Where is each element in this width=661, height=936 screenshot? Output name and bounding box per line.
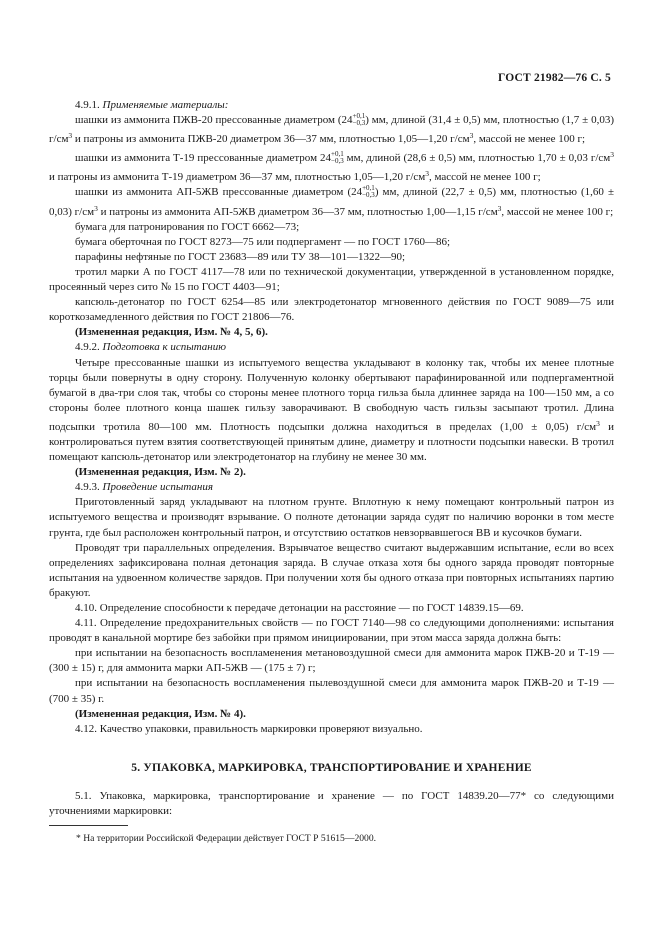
page-header: ГОСТ 21982—76 С. 5 [498, 72, 611, 84]
clause-4-9-3-p1: Приготовленный заряд укладывают на плотном грунте. Вплотную к нему помещают контрольный патрон из испытуемого вещества и производят взрывание. О полноте детонации заряда судят по наличию воронки в том месте грунта, где был расположен контрольный патрон, и отсутствию остатков невзорвавшегося ВВ и кусочков бумаги. [49, 496, 614, 539]
item-trotyl: тротил марки А по ГОСТ 4117—78 или по технической документации, утвержденной в установленном порядке, просеянный через сито № 15 по ГОСТ 4403—91; [49, 265, 614, 294]
amendment-note: (Измененная редакция, Изм. № 2). [75, 466, 246, 479]
footnote-divider [49, 825, 128, 826]
clause-4-9-2-text: Четыре прессованные шашки из испытуемого вещества укладывают в колонку так, чтобы их менее плотные торцы были повернуты в одну сторону. Полученную колонку обертывают парафинированной или подпергаментной бумагой в два-три слоя так, чтобы со стороны менее плотного торца гильза была длиннее заряда на 100—150 мм, а со стороны более плотного конца шашек гильзу завoрачивают. В свободную часть гильзы засыпают тротил. Длина подсыпки тротила 80—100 мм. Плотность подсыпки должна находиться в пределах (1,00 ± 0,05) $г/см^3$ и контролироваться путем взятия соответствующей принятым длине, диаметру и плотности подсыпки навески. В тротил помещают капсюль-детонатор или электродетонатор на глубину не менее 30 мм. [49, 356, 614, 464]
clause-4-10: 4.10. Определение способности к передаче детонации на расстояние — по ГОСТ 14839.15—69. [75, 602, 524, 614]
tolerance-fraction: +0,1 −0,3 [352, 112, 366, 127]
tolerance-fraction: +0,1 −0,3 [362, 184, 375, 199]
clause-4-9-1-heading [49, 98, 614, 113]
tolerance-fraction: +0,1 −0,3 [331, 150, 344, 165]
item-ap5zhv: шашки из аммонита АП-5ЖВ прессованные диаметром (24 +0,1 −0,3 ) мм, длиной (22,7 ± 0,5) мм, плотностью (1,60 ± 0,03) $г/см^3$ и патроны из аммонита АП-5ЖВ диаметром 36—37 мм, плотностью 1,00—1,15 $г/см^3$, массой не менее 100 г; [49, 184, 614, 218]
clause-4-12: 4.12. Качество упаковки, правильность маркировки проверяют визуально. [75, 722, 423, 735]
clause-4-9-3-p2: Проводят три параллельных определения. Взрывчатое вещество считают выдержавшим испытание, если во всех определениях зафиксирована полная детонация заряда. В случае отказа хотя бы одного заряда проводят повторные испытания на удвоенном количестве зарядов. При получении хотя бы одного отказа при повторных испытаниях партию бракуют. [49, 541, 614, 599]
clause-4-11-p3: при испытании на безопасность воспламенения пылевоздушной смеси для аммонита марок ПЖВ-20 и Т-19 — (700 ± 35) г. [49, 677, 614, 705]
amendment-note: (Измененная редакция, Изм. № 4). [75, 707, 246, 720]
clause-4-9-3-heading: 4.9.3. Проведение испытания [75, 481, 213, 494]
clause-4-9-2-heading: 4.9.2. Подготовка к испытанию [75, 341, 227, 354]
clause-title: Применяемые материалы: [102, 99, 229, 111]
document-body [49, 98, 614, 819]
footnote: * На территории Российской Федерации действует ГОСТ Р 51615—2000. [76, 833, 377, 844]
item-detonator: капсюль-детонатор по ГОСТ 6254—85 или электродетонатор мгновенного действия по ГОСТ 9089—75 или короткозамедленного действия по ГОСТ 21806—76. [49, 296, 614, 324]
amendment-note: (Измененная редакция, Изм. № 4, 5, 6). [75, 326, 268, 339]
clause-5-1: 5.1. Упаковка, маркировка, транспортирование и хранение — по ГОСТ 14839.20—77* со следующими уточнениями маркировки: [49, 789, 614, 818]
item-t19: шашки из аммонита Т-19 прессованные диаметром 24 +0,1 −0,3 мм, длиной (28,6 ± 0,5) мм, плотностью 1,70 ± 0,03 $г/см^3$ и патроны из аммонита Т-19 диаметром 36—37 мм, плотностью 1,05—1,20 $г/см^3$, массой не менее 100 г; [49, 150, 614, 184]
clause-4-11-p2: при испытании на безопасность воспламенения метановоздушной смеси для аммонита марок ПЖВ-20 и Т-19 — (300 ± 15) г, для аммонита марки АП-5ЖВ — (175 ± 7) г; [49, 647, 614, 675]
clause-number: 4.9.1. [75, 99, 100, 111]
item-paper-wrap: бумага оберточная по ГОСТ 8273—75 или подпергамент — по ГОСТ 1760—86; [75, 235, 451, 248]
item-paraffin: парафины нефтяные по ГОСТ 23683—89 или ТУ 38—101—1322—90; [75, 250, 406, 263]
section-5-title: 5. УПАКОВКА, МАРКИРОВКА, ТРАНСПОРТИРОВАНИЕ И ХРАНЕНИЕ [131, 761, 532, 774]
item-pzhv20: шашки из аммонита ПЖВ-20 прессованные диаметром (24 +0,1 −0,3 ) мм, длиной (31,4 ± 0,5) мм, плотностью (1,7 ± 0,03) $г/см^3$ и патроны из аммонита ПЖВ-20 диаметром 36—37 мм, плотностью 1,05—1,20 $г/см^3$, массой не менее 100 г; [49, 112, 614, 146]
clause-4-11-p1: 4.11. Определение предохранительных свойств — по ГОСТ 7140—98 со следующими дополнениями: испытания проводят в канальной мортире без забойки при прямом инициировании, при этом масса заряда должна быть: [49, 617, 614, 645]
item-paper-patron: бумага для патронирования по ГОСТ 6662—73; [75, 220, 300, 233]
